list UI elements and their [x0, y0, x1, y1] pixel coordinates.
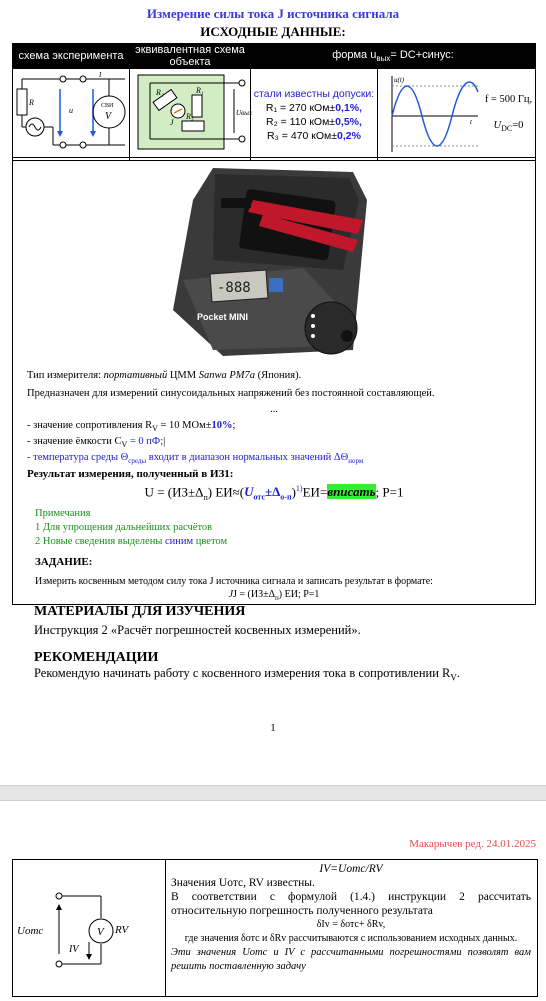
tolerance-r1: R₁ = 270 кОм±0,1%,	[265, 101, 363, 114]
equivalent-scheme-diagram	[130, 69, 250, 155]
recommendations-heading: РЕКОМЕНДАЦИИ	[34, 650, 159, 665]
page-break	[0, 785, 546, 801]
tolerance-r3: R₃ = 470 кОм±0,2%	[267, 129, 361, 142]
notes-heading: Примечания	[35, 508, 91, 519]
waveform-cell	[378, 69, 536, 161]
bottom-line-4: где значения δотс и δRv рассчитываются с использованием исходных данных.	[184, 933, 518, 944]
tolerances-heading: стали известны допуски:	[253, 87, 375, 100]
udc-value: $U_{DC}=0$	[493, 119, 524, 134]
svg-text:I: I	[99, 71, 102, 79]
materials-heading: МАТЕРИАЛЫ ДЛЯ ИЗУЧЕНИЯ	[34, 604, 246, 619]
measurement-box	[12, 157, 536, 605]
section-subtitle: ИСХОДНЫЕ ДАННЫЕ:	[200, 24, 346, 39]
calculation-box	[12, 859, 538, 997]
ellipsis: ...	[270, 404, 278, 415]
temperature-line: - температура среды $\Theta_{среды}$ входит в диапазон нормальных значений $\Delta\Theta_{норм}$	[27, 452, 364, 466]
materials-text: Инструкция 2 «Расчёт погрешностей косвенных измерений».	[34, 623, 361, 637]
bottom-line-1: Значения Uотс, RV известны.	[171, 877, 315, 889]
bottom-line-3: δIv = δотс+ δRv,	[316, 919, 386, 930]
meter-type: Тип измерителя: портативный ЦММ Sanwa PM7a (Япония).	[27, 370, 302, 381]
meter-purpose: Предназначен для измерений синусоидальных напряжений без постоянной составляющей.	[27, 388, 435, 399]
page-title: Измерение силы тока J источника сигнала	[146, 6, 400, 21]
page-number: 1	[270, 722, 276, 734]
header-equivalent: эквивалентная схема объекта	[130, 44, 251, 69]
note-1: 1 Для упрощения дальнейших расчётов	[35, 522, 213, 533]
bottom-line-5: Эти значения Uотс и IV с рассчитанными погрешностями позволят вам решить поставленную задачу	[171, 947, 531, 972]
svg-text:J: J	[170, 118, 174, 127]
waveform-plot	[378, 72, 482, 158]
task-text: Измерить косвенным методом силу тока J источника сигнала и записать результат в формате:	[35, 576, 433, 587]
svg-text:R₂: R₂	[156, 88, 164, 97]
task-heading: ЗАДАНИЕ:	[35, 556, 93, 568]
task-formula: JJ = $(ИЗ\pm\Delta_п)$ ЕИ; P=1	[228, 589, 320, 602]
frequency: f = 500 Гц,	[484, 93, 533, 105]
note-2: 2 Новые сведения выделены синим цветом	[35, 536, 228, 547]
result-label: Результат измерения, полученный в ИЗ1:	[27, 468, 234, 480]
bottom-formula: IV=Uотс/RV	[319, 863, 383, 875]
tolerances-cell	[251, 69, 378, 161]
svg-text:RV: RV	[115, 924, 129, 936]
bottom-line-2: В соответствии с формулой (1.4.) инструкции 2 рассчитать относительную погрешность полученного результата	[171, 891, 531, 917]
svg-text:R₃: R₃	[186, 112, 194, 121]
tolerance-r2: R₂ = 110 кОм±0,5%,	[266, 115, 362, 128]
svg-text:R₁: R₁	[196, 86, 204, 95]
fill-in-field[interactable]: вписать	[327, 484, 376, 500]
svg-text:R: R	[29, 98, 34, 107]
initial-data-table	[12, 43, 536, 161]
experiment-scheme-diagram	[13, 69, 129, 155]
resistance-line: - значение сопротивления $R_V = 10$ МОм±10%;	[27, 420, 236, 434]
svg-text:t: t	[470, 117, 472, 126]
svg-text:СВИ: СВИ	[101, 103, 114, 109]
svg-text:-888: -888	[217, 280, 251, 296]
header-scheme: схема эксперимента	[13, 44, 130, 69]
equivalent-scheme-cell	[130, 69, 251, 161]
calculation-text	[171, 862, 531, 974]
svg-text:Uвых: Uвых	[236, 109, 252, 117]
signal-parameters	[482, 87, 535, 142]
svg-text:Uотс: Uотс	[17, 925, 44, 937]
multimeter-image	[153, 160, 373, 360]
svg-text:u(t): u(t)	[394, 75, 405, 84]
svg-text:V: V	[97, 926, 104, 938]
editor-note: Макарычев ред. 24.01.2025	[409, 838, 536, 850]
svg-text:IV: IV	[69, 944, 79, 955]
capacitance-line: - значение ёмкости $C_V = 0$ пФ;|	[27, 436, 166, 450]
result-formula: $U = (ИЗ\pm\Delta_п)$ $ЕИ\approx(U_{отс}\pm\Delta_{о-п})^{1)}ЕИ=вписать$; P=1	[144, 484, 404, 502]
svg-text:V: V	[105, 111, 112, 122]
svg-text:u: u	[69, 106, 73, 115]
experiment-scheme-cell	[13, 69, 130, 161]
bottom-scheme-diagram	[13, 860, 165, 996]
header-waveform: форма $u_{вых}=$ DC+синус:	[251, 44, 536, 69]
svg-text:Pocket MINI: Pocket MINI	[197, 312, 249, 322]
recommendations-text: Рекомендую начинать работу с косвенного измерения тока в сопротивлении $R_V$.	[34, 666, 461, 683]
bottom-scheme-cell	[13, 860, 166, 996]
